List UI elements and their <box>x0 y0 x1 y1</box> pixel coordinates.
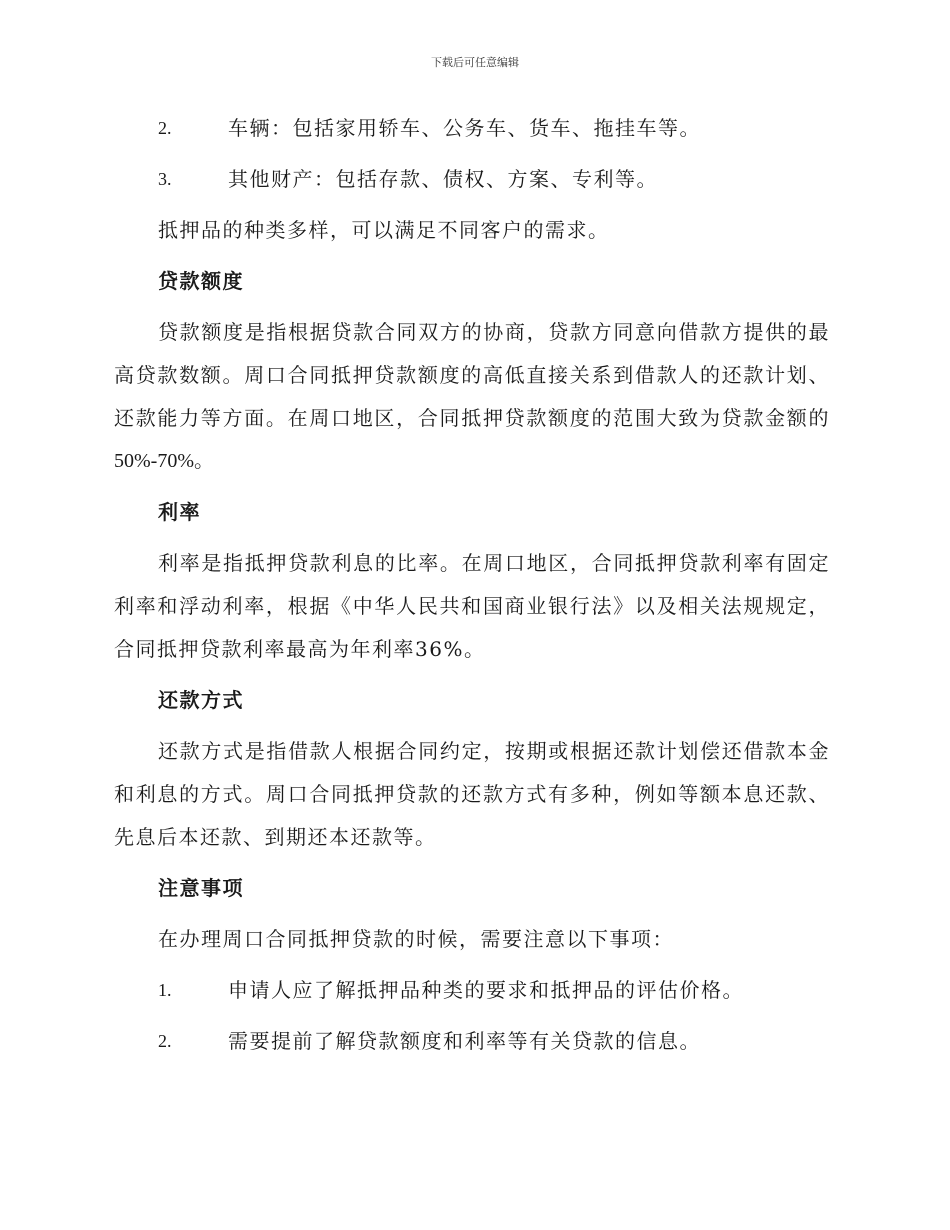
paragraph-line: 还款能力等方面。在周口地区，合同抵押贷款额度的范围大致为贷款金额的 <box>114 406 830 430</box>
list-number: 2. <box>158 1031 172 1051</box>
paragraph-line: 利率是指抵押贷款利息的比率。在周口地区，合同抵押贷款利率有固定 <box>158 551 830 575</box>
list-text: 车辆：包括家用轿车、公务车、货车、拖挂车等。 <box>228 116 701 140</box>
paragraph-loan-amount <box>114 316 830 477</box>
paragraph-line: 还款方式是指借款人根据合同约定，按期或根据还款计划偿还借款本金 <box>158 739 830 763</box>
paragraph-line: 贷款额度是指根据贷款合同双方的协商，贷款方同意向借款方提供的最 <box>158 320 830 344</box>
page-header: 下载后可任意编辑 <box>431 56 519 69</box>
paragraph-line: 合同抵押贷款利率最高为年利率36%。 <box>114 637 486 661</box>
list-item <box>158 974 830 1006</box>
list-text: 其他财产：包括存款、债权、方案、专利等。 <box>228 167 658 191</box>
list-text: 申请人应了解抵押品种类的要求和抵押品的评估价格。 <box>228 978 744 1002</box>
list-number: 3. <box>158 169 172 189</box>
paragraph-line: 利率和浮动利率，根据《中华人民共和国商业银行法》以及相关法规规定， <box>114 594 830 618</box>
list-number: 1. <box>158 980 172 1000</box>
paragraph-line: 高贷款数额。周口合同抵押贷款额度的高低直接关系到借款人的还款计划、 <box>114 363 830 387</box>
list-text: 需要提前了解贷款额度和利率等有关贷款的信息。 <box>228 1029 701 1053</box>
heading-interest-rate: 利率 <box>158 500 201 524</box>
heading-repayment: 还款方式 <box>158 688 244 712</box>
paragraph-line: 和利息的方式。周口合同抵押贷款的还款方式有多种，例如等额本息还款、 <box>114 782 830 806</box>
list-item <box>158 112 830 144</box>
heading-loan-amount: 贷款额度 <box>158 269 244 293</box>
list-item <box>158 1025 830 1057</box>
paragraph-repayment <box>114 735 830 853</box>
paragraph-line: 50%-70%。 <box>114 450 214 472</box>
paragraph-line: 先息后本还款、到期还本还款等。 <box>114 825 437 849</box>
list-item <box>158 163 830 195</box>
collateral-summary: 抵押品的种类多样，可以满足不同客户的需求。 <box>158 218 610 242</box>
list-number: 2. <box>158 118 172 138</box>
notes-intro: 在办理周口合同抵押贷款的时候，需要注意以下事项： <box>158 927 674 951</box>
heading-notes: 注意事项 <box>158 876 244 900</box>
paragraph-interest-rate <box>114 547 830 665</box>
document-body <box>114 112 830 1076</box>
